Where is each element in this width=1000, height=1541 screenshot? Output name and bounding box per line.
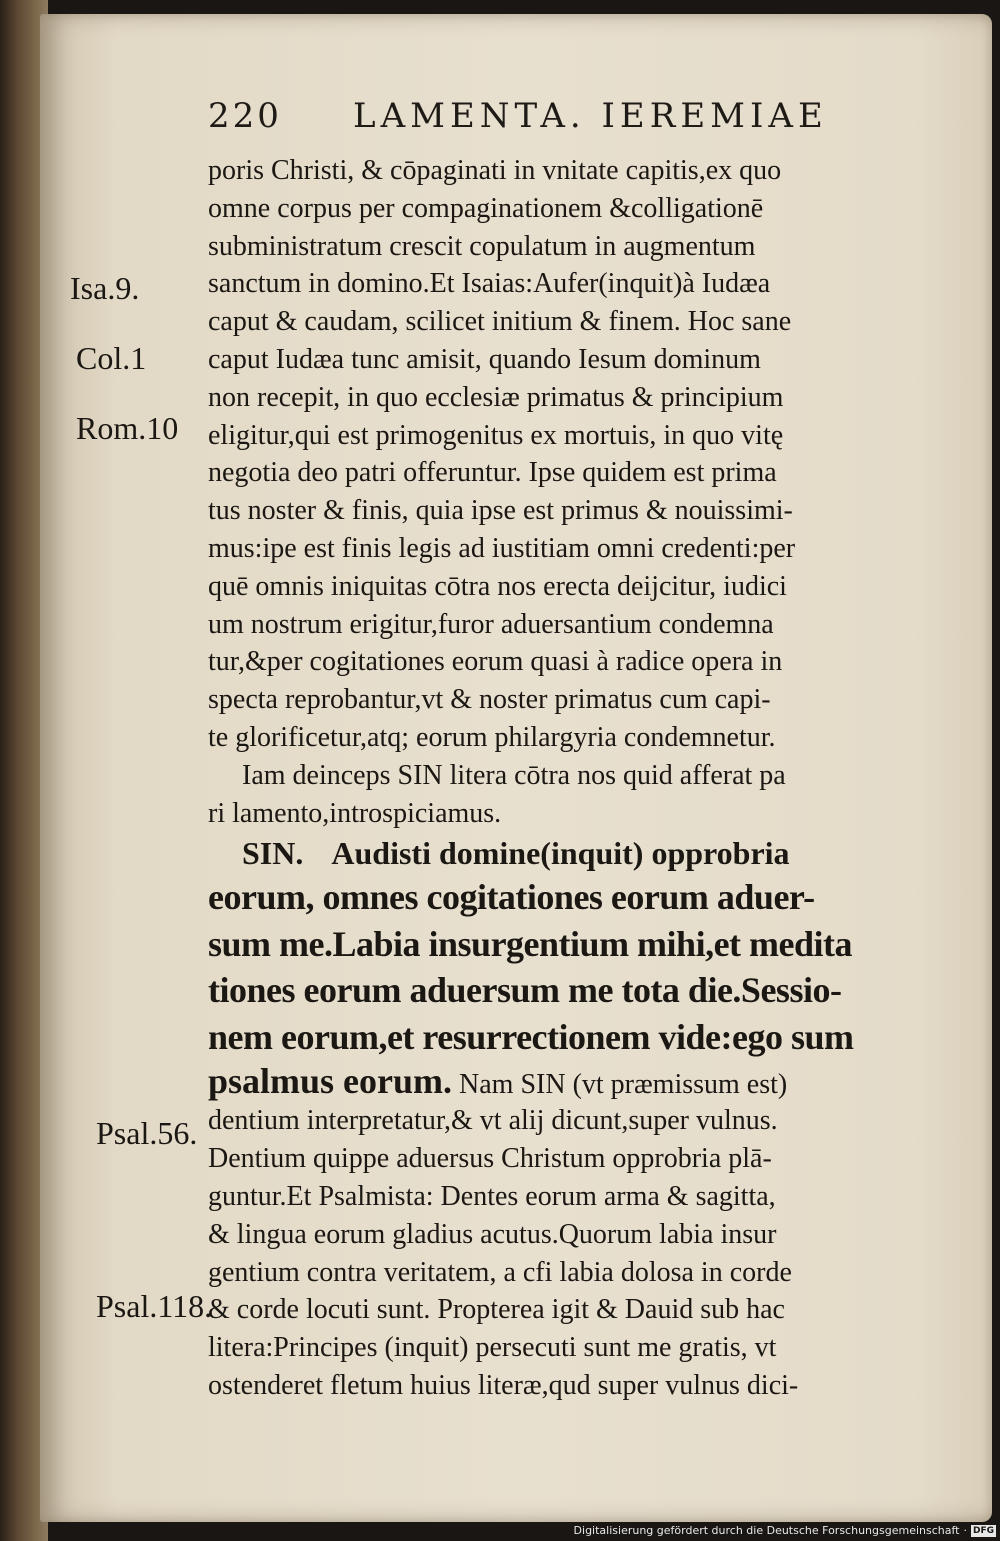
text-line: ri lamento,introspiciamus. [208, 797, 502, 829]
roman-fragment: Nam SIN (vt præmissum est) [452, 1069, 788, 1101]
text-line: caput Iudæa tunc amisit, quando Iesum dominum [208, 343, 761, 375]
margin-note-psal-118: Psal.118. [96, 1288, 213, 1324]
text-line: specta reprobantur,vt & noster primatus cum capi- [208, 684, 771, 716]
text-line: ostenderet fletum huius literæ,qud super vulnus dici- [208, 1369, 799, 1401]
sin-label: SIN. [242, 835, 304, 872]
running-header [208, 96, 848, 140]
text-line: negotia deo patri offeruntur. Ipse quidem est prima [208, 457, 777, 489]
paragraph-start-line: Iam deinceps SIN litera cōtra nos quid afferat pa [242, 759, 786, 791]
text-line: gentium contra veritatem, a cfi labia dolosa in corde [208, 1256, 792, 1288]
text-line: litera:Principes (inquit) persecuti sunt me gratis, vt [208, 1332, 777, 1364]
text-line: um nostrum erigitur,furor aduersantium condemna [208, 608, 774, 640]
text-line: sanctum in domino.Et Isaias:Aufer(inquit)à Iudæa [208, 268, 771, 300]
mixed-line [208, 1060, 932, 1102]
dfg-logo-icon: DFG [972, 1525, 994, 1536]
text-line: dentium interpretatur,& vt alij dicunt,super vulnus. [208, 1105, 778, 1137]
main-text-block [208, 152, 932, 1405]
page-number: 220 [208, 96, 282, 136]
blackletter-line: sum me.Labia insurgentium mihi,et medita [208, 923, 853, 964]
credit-text: Digitalisierung gefördert durch die Deutsche Forschungsgemeinschaft [573, 1524, 960, 1537]
text-line: subministratum crescit copulatum in augmentum [208, 230, 756, 262]
sin-heading [208, 832, 932, 874]
text-line: te glorificetur,atq; eorum philargyria condemnetur. [208, 721, 776, 753]
text-line: tus noster & finis, quia ipse est primus & nouissimi- [208, 495, 793, 527]
text-line: mus:ipe est finis legis ad iustitiam omni credenti:per [208, 532, 796, 564]
blackletter-line: eorum, omnes cogitationes eorum aduer- [208, 877, 815, 918]
text-line: tur,&per cogitationes eorum quasi à radice opera in [208, 646, 783, 678]
text-line: quē omnis iniquitas cōtra nos erecta deijcitur, iudici [208, 570, 787, 602]
margin-note-col: Col.1 [76, 340, 147, 376]
text-line: & corde locuti sunt. Propterea igit & Dauid sub hac [208, 1294, 785, 1326]
text-line: guntur.Et Psalmista: Dentes eorum arma & sagitta, [208, 1180, 776, 1212]
margin-note-psal-56: Psal.56. [96, 1115, 198, 1151]
text-line: non recepit, in quo ecclesiæ primatus & principium [208, 381, 784, 413]
margin-note-rom: Rom.10 [76, 410, 179, 446]
separator-dot: · [963, 1524, 967, 1537]
blackletter-line: nem eorum,et resurrectionem vide:ego sum [208, 1016, 854, 1057]
text-line: poris Christi, & cōpaginati in vnitate capitis,ex quo [208, 155, 782, 186]
blackletter-fragment: psalmus eorum. [208, 1061, 453, 1102]
sin-heading-text: Audisti domine(inquit) opprobria [331, 835, 790, 872]
text-line: & lingua eorum gladius acutus.Quorum labia insur [208, 1218, 777, 1250]
text-line: eligitur,qui est primogenitus ex mortuis, in quo vitę [208, 419, 784, 451]
text-line: caput & caudam, scilicet initium & finem. Hoc sane [208, 306, 792, 338]
text-line: Dentium quippe aduersus Christum opprobria plā- [208, 1143, 772, 1175]
blackletter-line: tiones eorum aduersum me tota die.Sessio- [208, 970, 842, 1011]
text-line: omne corpus per compaginationem &colligationē [208, 192, 764, 224]
digitization-credit [574, 1524, 996, 1537]
running-title: LAMENTA. IEREMIAE [353, 96, 828, 136]
margin-note-isa: Isa.9. [70, 270, 140, 306]
